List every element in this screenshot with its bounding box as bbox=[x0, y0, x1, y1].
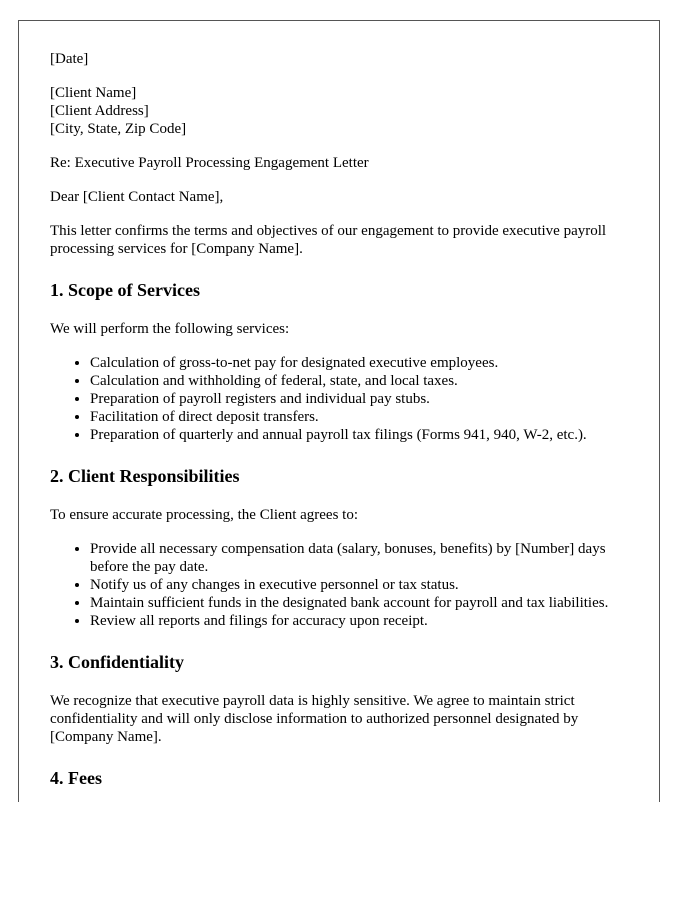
subject-line: Re: Executive Payroll Processing Engagement Letter bbox=[50, 155, 369, 171]
letter-date: [Date] bbox=[50, 51, 89, 67]
section-lead-client-responsibilities: To ensure accurate processing, the Client agrees to: bbox=[50, 507, 358, 523]
list-item: • Facilitation of direct deposit transfers. bbox=[90, 408, 630, 426]
list-item: • Provide all necessary compensation data (salary, bonuses, benefits) by [Number] days before the pay date. bbox=[90, 540, 630, 576]
client-address-block bbox=[50, 84, 630, 138]
responsibilities-list bbox=[50, 540, 630, 630]
list-item: • Preparation of quarterly and annual payroll tax filings (Forms 941, 940, W-2, etc.). bbox=[90, 426, 630, 444]
scope-list bbox=[50, 354, 630, 444]
list-item: • Notify us of any changes in executive personnel or tax status. bbox=[90, 576, 630, 594]
confidentiality-paragraph: We recognize that executive payroll data is highly sensitive. We agree to maintain strict confidentiality and will only disclose information to authorized personnel designated by [Company Name]. bbox=[50, 693, 579, 745]
salutation: Dear [Client Contact Name], bbox=[50, 189, 224, 205]
letter-page bbox=[18, 20, 660, 802]
intro-paragraph: This letter confirms the terms and objectives of our engagement to provide executive payroll processing services for [Company Name]. bbox=[50, 223, 607, 257]
letter-content bbox=[50, 50, 630, 802]
list-item: • Preparation of payroll registers and individual pay stubs. bbox=[90, 390, 630, 408]
list-item: • Calculation of gross-to-net pay for designated executive employees. bbox=[90, 354, 630, 372]
section-heading-client-responsibilities: 2. Client Responsibilities bbox=[50, 466, 240, 486]
section-lead-scope: We will perform the following services: bbox=[50, 321, 290, 337]
section-heading-fees: 4. Fees bbox=[50, 768, 102, 788]
section-heading-scope: 1. Scope of Services bbox=[50, 280, 200, 300]
list-item: • Maintain sufficient funds in the designated bank account for payroll and tax liabilities. bbox=[90, 594, 630, 612]
client-city-state-zip: [City, State, Zip Code] bbox=[50, 121, 187, 137]
client-name: [Client Name] bbox=[50, 85, 137, 101]
list-item: • Calculation and withholding of federal, state, and local taxes. bbox=[90, 372, 630, 390]
list-item: • Review all reports and filings for accuracy upon receipt. bbox=[90, 612, 630, 630]
client-address: [Client Address] bbox=[50, 103, 149, 119]
section-heading-confidentiality: 3. Confidentiality bbox=[50, 652, 185, 672]
